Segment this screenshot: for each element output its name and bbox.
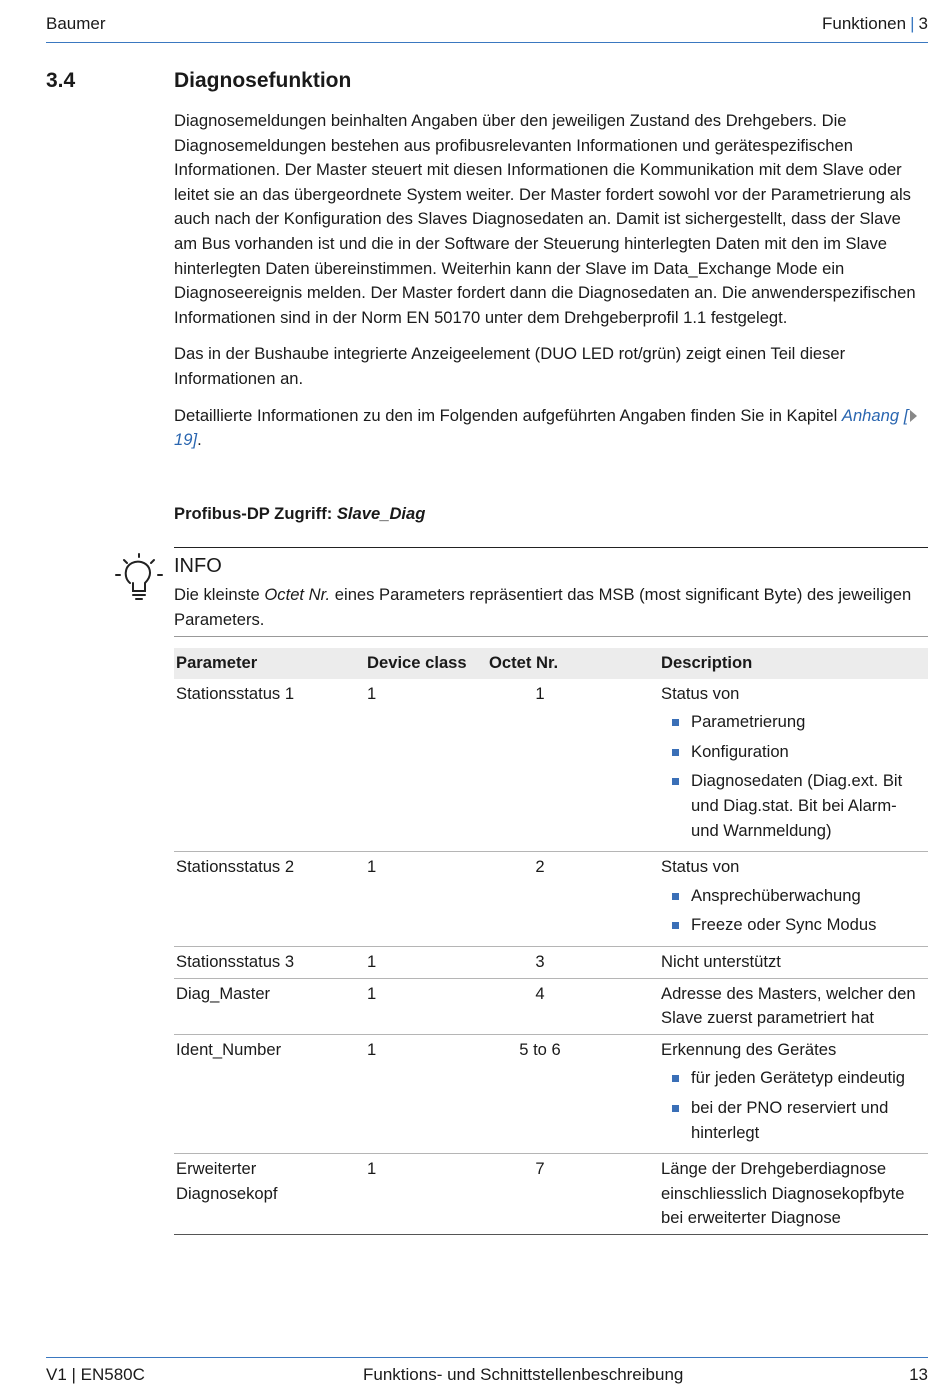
cell-parameter: Erweiterter Diagnosekopf (174, 1154, 365, 1235)
paragraph-1: Diagnosemeldungen beinhalten Angaben über den jeweiligen Zustand des Drehgebers. Die Diagnosemeldungen bestehen aus profibusrelevanten Informationen und gerätespezifischen Informationen. Der Master steuert mit diesen Informationen die Kommunikation mit dem Slave oder leitet sie an das übergeordnete System weiter. Der Master fordert sowohl vor der Parametrierung als auch nach der Konfiguration des Slaves Diagnosedaten an. Damit ist sichergestellt, dass der Slave am Bus vorhanden ist und die in der Software der Steuerung hinterlegten Daten mit den im Slave hinterlegten Daten übereinstimmen. Weiterhin kann der Slave im Data_Exchange Mode ein Diagnoseereignis melden. Der Master fordert dann die Diagnosedaten an. Die anwenderspezifischen Informationen sind in der Norm EN 50170 unter dem Drehgeberprofil 1.1 festgelegt. (174, 111, 916, 327)
header-section: Funktionen (821, 14, 907, 33)
paragraph-3-text: Detaillierte Informationen zu den im Folgenden aufgeführten Angaben finden Sie in Kapitel (174, 405, 842, 425)
table-row (174, 1034, 928, 1153)
header-separator: | (910, 14, 915, 33)
cell-device-class: 1 (365, 852, 489, 947)
description-text: Status von (661, 683, 740, 703)
cell-description: Adresse des Masters, welcher den Slave zuerst parametriert hat (659, 978, 928, 1034)
cell-parameter: Stationsstatus 3 (174, 946, 365, 978)
appendix-link-text: Anhang [ (841, 405, 909, 425)
cell-description (659, 852, 928, 947)
info-text-em: Octet Nr. (264, 585, 331, 604)
section-number: 3.4 (46, 69, 76, 92)
info-text-pre: Die kleinste (174, 585, 265, 604)
page-footer (46, 1357, 928, 1384)
cell-description: Länge der Drehgeberdiagnose einschliesslich Diagnosekopfbyte bei erweiterter Diagnose (659, 1154, 928, 1235)
cell-octet: 2 (489, 852, 659, 947)
cell-device-class: 1 (365, 978, 489, 1034)
list-item: Konfiguration (661, 740, 928, 765)
header-chapter (822, 14, 928, 34)
info-title: INFO (174, 555, 222, 577)
table-row (174, 679, 928, 852)
body-text (174, 109, 928, 465)
paragraph-3 (174, 404, 928, 453)
table-row (174, 946, 928, 978)
info-top-rule (174, 547, 928, 548)
list-item: Ansprechüberwachung (661, 884, 928, 909)
access-value: Slave_Diag (336, 504, 426, 523)
header-description: Description (659, 648, 928, 679)
bullet-list (661, 884, 928, 938)
table-row (174, 852, 928, 947)
cell-parameter: Diag_Master (174, 978, 365, 1034)
footer-page-number: 13 (909, 1365, 928, 1384)
cell-parameter: Ident_Number (174, 1034, 365, 1153)
table-header-row (174, 648, 928, 679)
info-text (174, 583, 914, 632)
cell-device-class: 1 (365, 1034, 489, 1153)
list-item: Diagnosedaten (Diag.ext. Bit und Diag.stat. Bit bei Alarm- und Warnmeldung) (661, 769, 928, 843)
cell-octet: 7 (489, 1154, 659, 1235)
paragraph-3-end: . (197, 430, 202, 450)
list-item: bei der PNO reserviert und hinterlegt (661, 1096, 928, 1145)
cell-octet: 4 (489, 978, 659, 1034)
header-device-class: Device class (365, 648, 489, 679)
description-text: Status von (661, 857, 740, 877)
cell-description (659, 679, 928, 852)
cell-device-class: 1 (365, 1154, 489, 1235)
cell-octet: 1 (489, 679, 659, 852)
cell-octet: 5 to 6 (489, 1034, 659, 1153)
cell-description: Nicht unterstützt (659, 946, 928, 978)
list-item: Freeze oder Sync Modus (661, 913, 928, 938)
cell-description (659, 1034, 928, 1153)
header-parameter: Parameter (174, 648, 365, 679)
paragraph-2: Das in der Bushaube integrierte Anzeigeelement (DUO LED rot/grün) zeigt einen Teil dieser Informationen an. (174, 344, 846, 388)
header-brand: Baumer (46, 14, 106, 33)
section-title: Diagnosefunktion (174, 69, 352, 92)
bullet-list (661, 1066, 928, 1145)
header-chapter-number: 3 (918, 14, 928, 33)
header-octet: Octet Nr. (489, 648, 659, 679)
list-item: Parametrierung (661, 710, 928, 735)
description-text: Erkennung des Gerätes (661, 1039, 837, 1059)
info-bottom-rule (174, 636, 928, 637)
table-row (174, 978, 928, 1034)
table-row (174, 1154, 928, 1235)
bullet-list (661, 710, 928, 843)
diagnosis-table (174, 648, 928, 1235)
cell-parameter: Stationsstatus 2 (174, 852, 365, 947)
access-label: Profibus-DP Zugriff: (174, 504, 337, 523)
list-item: für jeden Gerätetyp eindeutig (661, 1066, 928, 1091)
page-arrow-icon (910, 410, 917, 422)
cell-device-class: 1 (365, 679, 489, 852)
appendix-link-page: 19] (174, 430, 198, 450)
footer-document-title: Funktions- und Schnittstellenbeschreibung (363, 1365, 684, 1384)
lightbulb-icon (112, 553, 164, 605)
cell-device-class: 1 (365, 946, 489, 978)
page-header (46, 14, 928, 43)
cell-octet: 3 (489, 946, 659, 978)
cell-parameter: Stationsstatus 1 (174, 679, 365, 852)
profibus-access (174, 504, 425, 524)
info-text-post: eines Parameters repräsentiert das MSB (most significant Byte) des jeweiligen Parameters. (174, 585, 912, 629)
footer-version: V1 | EN580C (46, 1365, 145, 1384)
